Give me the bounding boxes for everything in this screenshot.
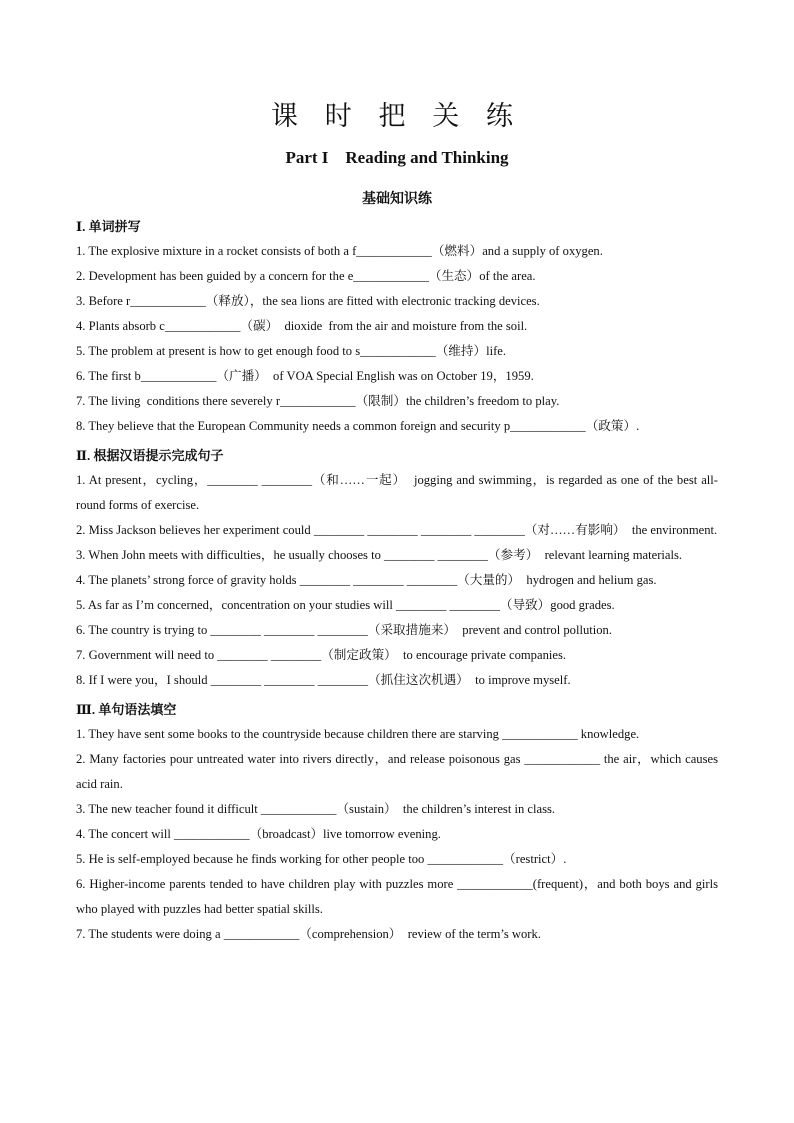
question-list	[76, 239, 718, 439]
section-complete-sentences	[76, 443, 718, 693]
question-item: 5. He is self-employed because he finds working for other people too ____________（restrict）.	[76, 852, 567, 866]
question-item: 6. The first b____________（广播） of VOA Special English was on October 19，1959.	[76, 369, 534, 383]
question-list	[76, 722, 722, 947]
question-item: 7. Government will need to ________ ________（制定政策） to encourage private companies.	[76, 648, 567, 662]
question-item: 2. Many factories pour untreated water into rivers directly，and release poisonous gas ____________ the air，which causes acid rain.	[76, 752, 722, 791]
question-item: 3. Before r____________（释放），the sea lions are fitted with electronic tracking devices.	[76, 294, 540, 308]
section-heading: Ⅰ. 单词拼写	[76, 219, 141, 234]
question-list	[76, 468, 718, 693]
question-item: 4. Plants absorb c____________（碳） dioxide from the air and moisture from the soil.	[76, 319, 528, 333]
question-item: 7. The living conditions there severely r____________（限制）the children’s freedom to play.	[76, 394, 560, 408]
question-item: 1. They have sent some books to the countryside because children there are starving ____________ knowledge.	[76, 727, 640, 741]
question-item: 3. The new teacher found it difficult ____________（sustain） the children’s interest in class.	[76, 802, 556, 816]
page-title: 课 时 把 关 练	[271, 101, 523, 131]
question-item: 6. The country is trying to ________ ________ ________（采取措施来） prevent and control pollution.	[76, 623, 613, 637]
question-item: 5. The problem at present is how to get enough food to s____________（维持）life.	[76, 344, 506, 358]
question-item: 5. As far as I’m concerned，concentration on your studies will ________ ________（导致）good grades.	[76, 598, 615, 612]
question-item: 8. If I were you，I should ________ ________ ________（抓住这次机遇） to improve myself.	[76, 673, 571, 687]
question-item: 8. They believe that the European Community needs a common foreign and security p____________（政策）.	[76, 419, 640, 433]
section-word-spelling	[76, 214, 718, 439]
question-item: 4. The concert will ____________（broadcast）live tomorrow evening.	[76, 827, 441, 841]
question-item: 1. The explosive mixture in a rocket consists of both a f____________（燃料）and a supply of oxygen.	[76, 244, 603, 258]
section-heading: Ⅱ. 根据汉语提示完成句子	[76, 448, 224, 463]
question-item: 7. The students were doing a ____________（comprehension） review of the term’s work.	[76, 927, 541, 941]
question-item: 3. When John meets with difficulties，he usually chooses to ________ ________（参考） relevant learning materials.	[76, 548, 683, 562]
question-item: 2. Miss Jackson believes her experiment could ________ ________ ________ ________（对……有影响） the environment.	[76, 523, 718, 537]
question-item: 1. At present，cycling，________ ________（和……一起） jogging and swimming，is regarded as one of the best all-round forms of exercise.	[76, 473, 718, 512]
section-heading: Ⅲ. 单句语法填空	[76, 702, 177, 717]
question-item: 4. The planets’ strong force of gravity holds ________ ________ ________（大量的） hydrogen and helium gas.	[76, 573, 657, 587]
part-heading: Part I Reading and Thinking	[285, 148, 509, 167]
section-subtitle: 基础知识练	[362, 192, 432, 207]
worksheet-page	[76, 96, 722, 947]
section-grammar-fill	[76, 697, 722, 947]
question-item: 2. Development has been guided by a concern for the e____________（生态）of the area.	[76, 269, 536, 283]
question-item: 6. Higher-income parents tended to have children play with puzzles more ____________(frequent)，and both boys and girls who played with puzzles had better spatial skills.	[76, 877, 722, 916]
